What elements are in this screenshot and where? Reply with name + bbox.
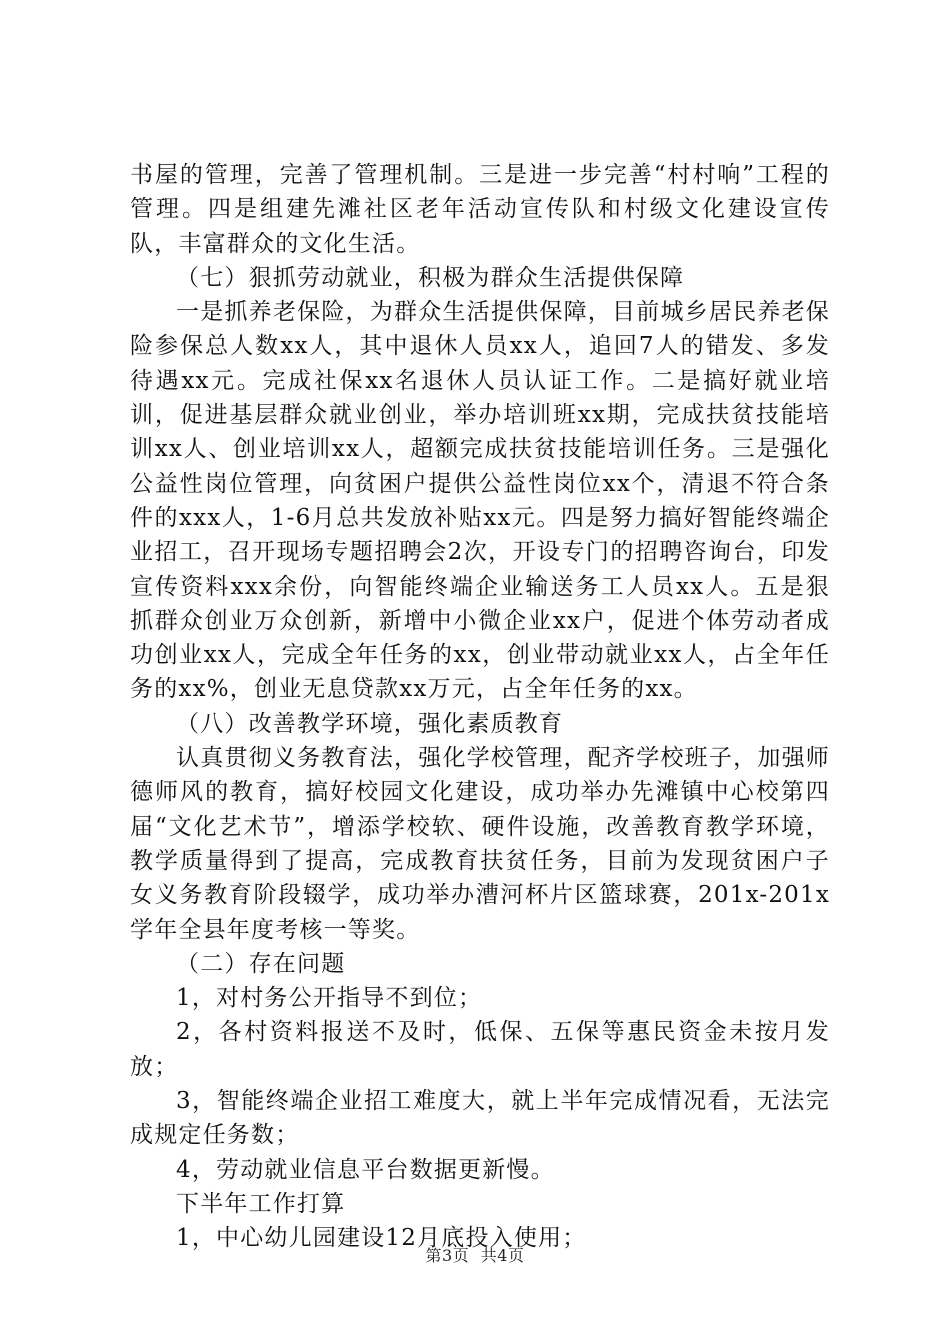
problem-item-3: 3，智能终端企业招工难度大，就上半年完成情况看，无法完成规定任务数； [130, 1088, 830, 1149]
section-heading-8: （八）改善教学环境，强化素质教育 [176, 710, 564, 737]
problem-item-1: 1，对村务公开指导不到位； [176, 985, 483, 1012]
paragraph-continued: 书屋的管理，完善了管理机制。三是进一步完善“村村响”工程的管理。四是组建先滩社区老年活动宣传队和村级文化建设宣传队，丰富群众的文化生活。 [130, 162, 830, 257]
section-heading-plan: 下半年工作打算 [176, 1190, 346, 1217]
section-heading-7: （七）狠抓劳动就业，积极为群众生活提供保障 [176, 264, 685, 291]
page-number: 第3页 [425, 1246, 470, 1265]
paragraph-education: 认真贯彻义务教育法，强化学校管理，配齐学校班子，加强师德师风的教育，搞好校园文化建设，成功举办先滩镇中心校第四届“文化艺术节”，增添学校软、硬件设施，改善教育教学环境，教学质量得到了提高，完成教育扶贫任务，目前为发现贫困户子女义务教育阶段辍学，成功举办漕河杯片区篮球赛，201x-201x学年全县年度考核一等奖。 [130, 745, 830, 943]
plan-item-1: 1，中心幼儿园建设12月底投入使用； [176, 1225, 587, 1252]
page-total: 共4页 [480, 1246, 525, 1265]
document-body [130, 158, 830, 1256]
problem-item-2: 2，各村资料报送不及时，低保、五保等惠民资金未按月发放； [130, 1019, 830, 1080]
page-footer [0, 1243, 950, 1266]
section-heading-problems: （二）存在问题 [176, 950, 346, 977]
problem-item-4: 4，劳动就业信息平台数据更新慢。 [176, 1156, 555, 1183]
paragraph-employment: 一是抓养老保险，为群众生活提供保障，目前城乡居民养老保险参保总人数xx人，其中退休人员xx人，追回7人的错发、多发待遇xx元。完成社保xx名退休人员认证工作。二是搞好就业培训，促进基层群众就业创业，举办培训班xx期，完成扶贫技能培训xx人、创业培训xx人，超额完成扶贫技能培训任务。三是强化公益性岗位管理，向贫困户提供公益性岗位xx个，清退不符合条件的xxx人，1-6月总共发放补贴xx元。四是努力搞好智能终端企业招工，召开现场专题招聘会2次，开设专门的招聘咨询台，印发宣传资料xxx余份，向智能终端企业输送务工人员xx人。五是狠抓群众创业万众创新，新增中小微企业xx户，促进个体劳动者成功创业xx人，完成全年任务的xx，创业带动就业xx人，占全年任务的xx%，创业无息贷款xx万元，占全年任务的xx。 [130, 299, 830, 703]
